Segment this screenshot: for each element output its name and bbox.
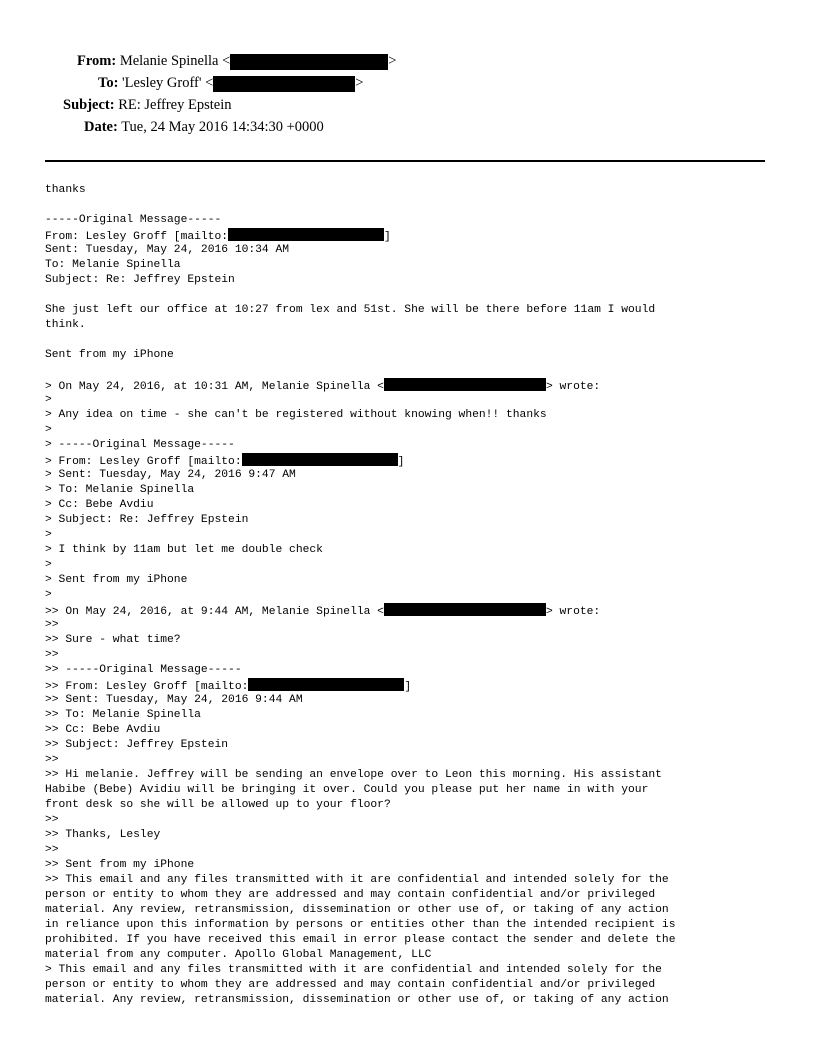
- body-line: [45, 603, 785, 618]
- from-row: [77, 52, 396, 70]
- body-line: [45, 903, 785, 918]
- body-line-text: >>: [45, 649, 59, 661]
- body-line: [45, 843, 785, 858]
- body-line-text: > To: Melanie Spinella: [45, 484, 195, 496]
- body-line-text: >: [45, 589, 52, 601]
- body-line-text: in reliance upon this information by persons or entities other than the intended recipient is: [45, 919, 676, 931]
- subject-row: [63, 96, 231, 114]
- body-line-text: front desk so she will be allowed up to your floor?: [45, 799, 391, 811]
- redaction-block: [228, 228, 384, 241]
- body-line-text: > On May 24, 2016, at 10:31 AM, Melanie Spinella <: [45, 381, 384, 393]
- body-line: [45, 723, 785, 738]
- body-line: [45, 363, 785, 378]
- from-value: Melanie Spinella <: [119, 53, 231, 69]
- body-line-text: >> Sent: Tuesday, May 24, 2016 9:44 AM: [45, 694, 303, 706]
- body-line-text: > Sent from my iPhone: [45, 574, 188, 586]
- body-line-text: >> Cc: Bebe Avdiu: [45, 724, 161, 736]
- body-line-text: think.: [45, 319, 86, 331]
- body-line: [45, 483, 785, 498]
- body-line-text: prohibited. If you have received this email in error please contact the sender and delete the: [45, 934, 676, 946]
- body-line: [45, 438, 785, 453]
- body-line: [45, 648, 785, 663]
- body-line-text: >: [45, 559, 52, 571]
- body-line: [45, 588, 785, 603]
- body-line-text: thanks: [45, 184, 86, 196]
- body-line: [45, 273, 785, 288]
- email-body: [45, 183, 785, 1008]
- body-line: [45, 243, 785, 258]
- body-line: [45, 738, 785, 753]
- body-line-text: She just left our office at 10:27 from lex and 51st. She will be there before 11am I would: [45, 304, 656, 316]
- from-close: >: [388, 53, 397, 69]
- body-line: [45, 888, 785, 903]
- body-line: [45, 933, 785, 948]
- body-line: [45, 678, 785, 693]
- body-line-text: >> From: Lesley Groff [mailto:: [45, 681, 249, 693]
- date-value: Tue, 24 May 2016 14:34:30 +0000: [121, 119, 324, 135]
- body-line-suffix: ]: [397, 456, 405, 468]
- body-line: [45, 213, 785, 228]
- body-line: [45, 378, 785, 393]
- body-line: [45, 453, 785, 468]
- body-line-text: >> -----Original Message-----: [45, 664, 242, 676]
- body-line: [45, 423, 785, 438]
- body-line-text: material. Any review, retransmission, dissemination or other use of, or taking of any action: [45, 994, 669, 1006]
- body-line-text: >>: [45, 619, 59, 631]
- body-line: [45, 618, 785, 633]
- body-line: [45, 528, 785, 543]
- body-line-text: material from any computer. Apollo Global Management, LLC: [45, 949, 432, 961]
- body-line-text: >> Sent from my iPhone: [45, 859, 195, 871]
- body-line: [45, 333, 785, 348]
- body-line-suffix: > wrote:: [545, 381, 601, 393]
- body-line: [45, 858, 785, 873]
- body-line-text: Sent: Tuesday, May 24, 2016 10:34 AM: [45, 244, 290, 256]
- body-line-text: >> Subject: Jeffrey Epstein: [45, 739, 229, 751]
- body-line-text: -----Original Message-----: [45, 214, 222, 226]
- body-line: [45, 993, 785, 1008]
- body-line: [45, 978, 785, 993]
- body-line: [45, 393, 785, 408]
- body-line: [45, 513, 785, 528]
- date-label: Date:: [84, 119, 118, 135]
- body-line-text: > Subject: Re: Jeffrey Epstein: [45, 514, 249, 526]
- body-line: [45, 348, 785, 363]
- body-line: [45, 753, 785, 768]
- body-line: [45, 288, 785, 303]
- to-close: >: [355, 75, 364, 91]
- redaction-block: [242, 453, 398, 466]
- body-line-text: >> To: Melanie Spinella: [45, 709, 201, 721]
- body-line: [45, 543, 785, 558]
- body-line: [45, 573, 785, 588]
- redaction-block: [384, 378, 546, 391]
- body-line-text: person or entity to whom they are addressed and may contain confidential and/or privileged: [45, 979, 656, 991]
- body-line-text: >> Hi melanie. Jeffrey will be sending an envelope over to Leon this morning. His assistant: [45, 769, 662, 781]
- redaction-block: [248, 678, 404, 691]
- body-line-text: >>: [45, 754, 59, 766]
- body-line: [45, 813, 785, 828]
- body-line-suffix: > wrote:: [545, 606, 601, 618]
- body-line: [45, 783, 785, 798]
- body-line: [45, 558, 785, 573]
- body-line: [45, 918, 785, 933]
- subject-label: Subject:: [63, 97, 115, 113]
- body-line: [45, 963, 785, 978]
- body-line: [45, 198, 785, 213]
- to-label: To:: [98, 75, 119, 91]
- body-line-text: person or entity to whom they are addressed and may contain confidential and/or privileged: [45, 889, 656, 901]
- body-line-text: >>: [45, 844, 59, 856]
- header-divider: [45, 160, 765, 162]
- body-line: [45, 318, 785, 333]
- date-row: [84, 118, 324, 136]
- body-line-text: > Sent: Tuesday, May 24, 2016 9:47 AM: [45, 469, 296, 481]
- redaction-block: [230, 54, 388, 70]
- body-line: [45, 798, 785, 813]
- body-line: [45, 468, 785, 483]
- redaction-block: [213, 76, 355, 92]
- to-row: [98, 74, 363, 92]
- body-line-text: > From: Lesley Groff [mailto:: [45, 456, 242, 468]
- body-line-text: > This email and any files transmitted with it are confidential and intended solely for the: [45, 964, 662, 976]
- body-line-text: Habibe (Bebe) Avidiu will be bringing it over. Could you please put her name in with your: [45, 784, 649, 796]
- body-line: [45, 498, 785, 513]
- body-line-text: material. Any review, retransmission, dissemination or other use of, or taking of any action: [45, 904, 669, 916]
- body-line: [45, 873, 785, 888]
- body-line-text: > Any idea on time - she can't be registered without knowing when!! thanks: [45, 409, 547, 421]
- subject-value: RE: Jeffrey Epstein: [118, 97, 232, 113]
- body-line: [45, 183, 785, 198]
- body-line-text: >: [45, 394, 52, 406]
- body-line-text: >> On May 24, 2016, at 9:44 AM, Melanie Spinella <: [45, 606, 384, 618]
- body-line: [45, 258, 785, 273]
- body-line: [45, 408, 785, 423]
- body-line-text: Subject: Re: Jeffrey Epstein: [45, 274, 235, 286]
- body-line-text: >> This email and any files transmitted with it are confidential and intended solely for the: [45, 874, 669, 886]
- body-line-text: From: Lesley Groff [mailto:: [45, 231, 229, 243]
- body-line-text: > Cc: Bebe Avdiu: [45, 499, 154, 511]
- body-line-text: >> Thanks, Lesley: [45, 829, 161, 841]
- body-line: [45, 948, 785, 963]
- body-line-text: > -----Original Message-----: [45, 439, 235, 451]
- body-line-text: >> Sure - what time?: [45, 634, 181, 646]
- body-line: [45, 828, 785, 843]
- body-line: [45, 768, 785, 783]
- to-value: 'Lesley Groff' <: [122, 75, 214, 91]
- body-line: [45, 663, 785, 678]
- body-line-suffix: ]: [384, 231, 391, 243]
- body-line-text: Sent from my iPhone: [45, 349, 174, 361]
- body-line-text: To: Melanie Spinella: [45, 259, 181, 271]
- body-line: [45, 228, 785, 243]
- redaction-block: [384, 603, 546, 616]
- body-line-text: >: [45, 529, 52, 541]
- body-line: [45, 633, 785, 648]
- body-line: [45, 303, 785, 318]
- from-label: From:: [77, 53, 117, 69]
- body-line: [45, 693, 785, 708]
- body-line-text: > I think by 11am but let me double check: [45, 544, 323, 556]
- body-line-text: >: [45, 424, 52, 436]
- body-line: [45, 708, 785, 723]
- body-line-suffix: ]: [404, 681, 412, 693]
- body-line-text: >>: [45, 814, 59, 826]
